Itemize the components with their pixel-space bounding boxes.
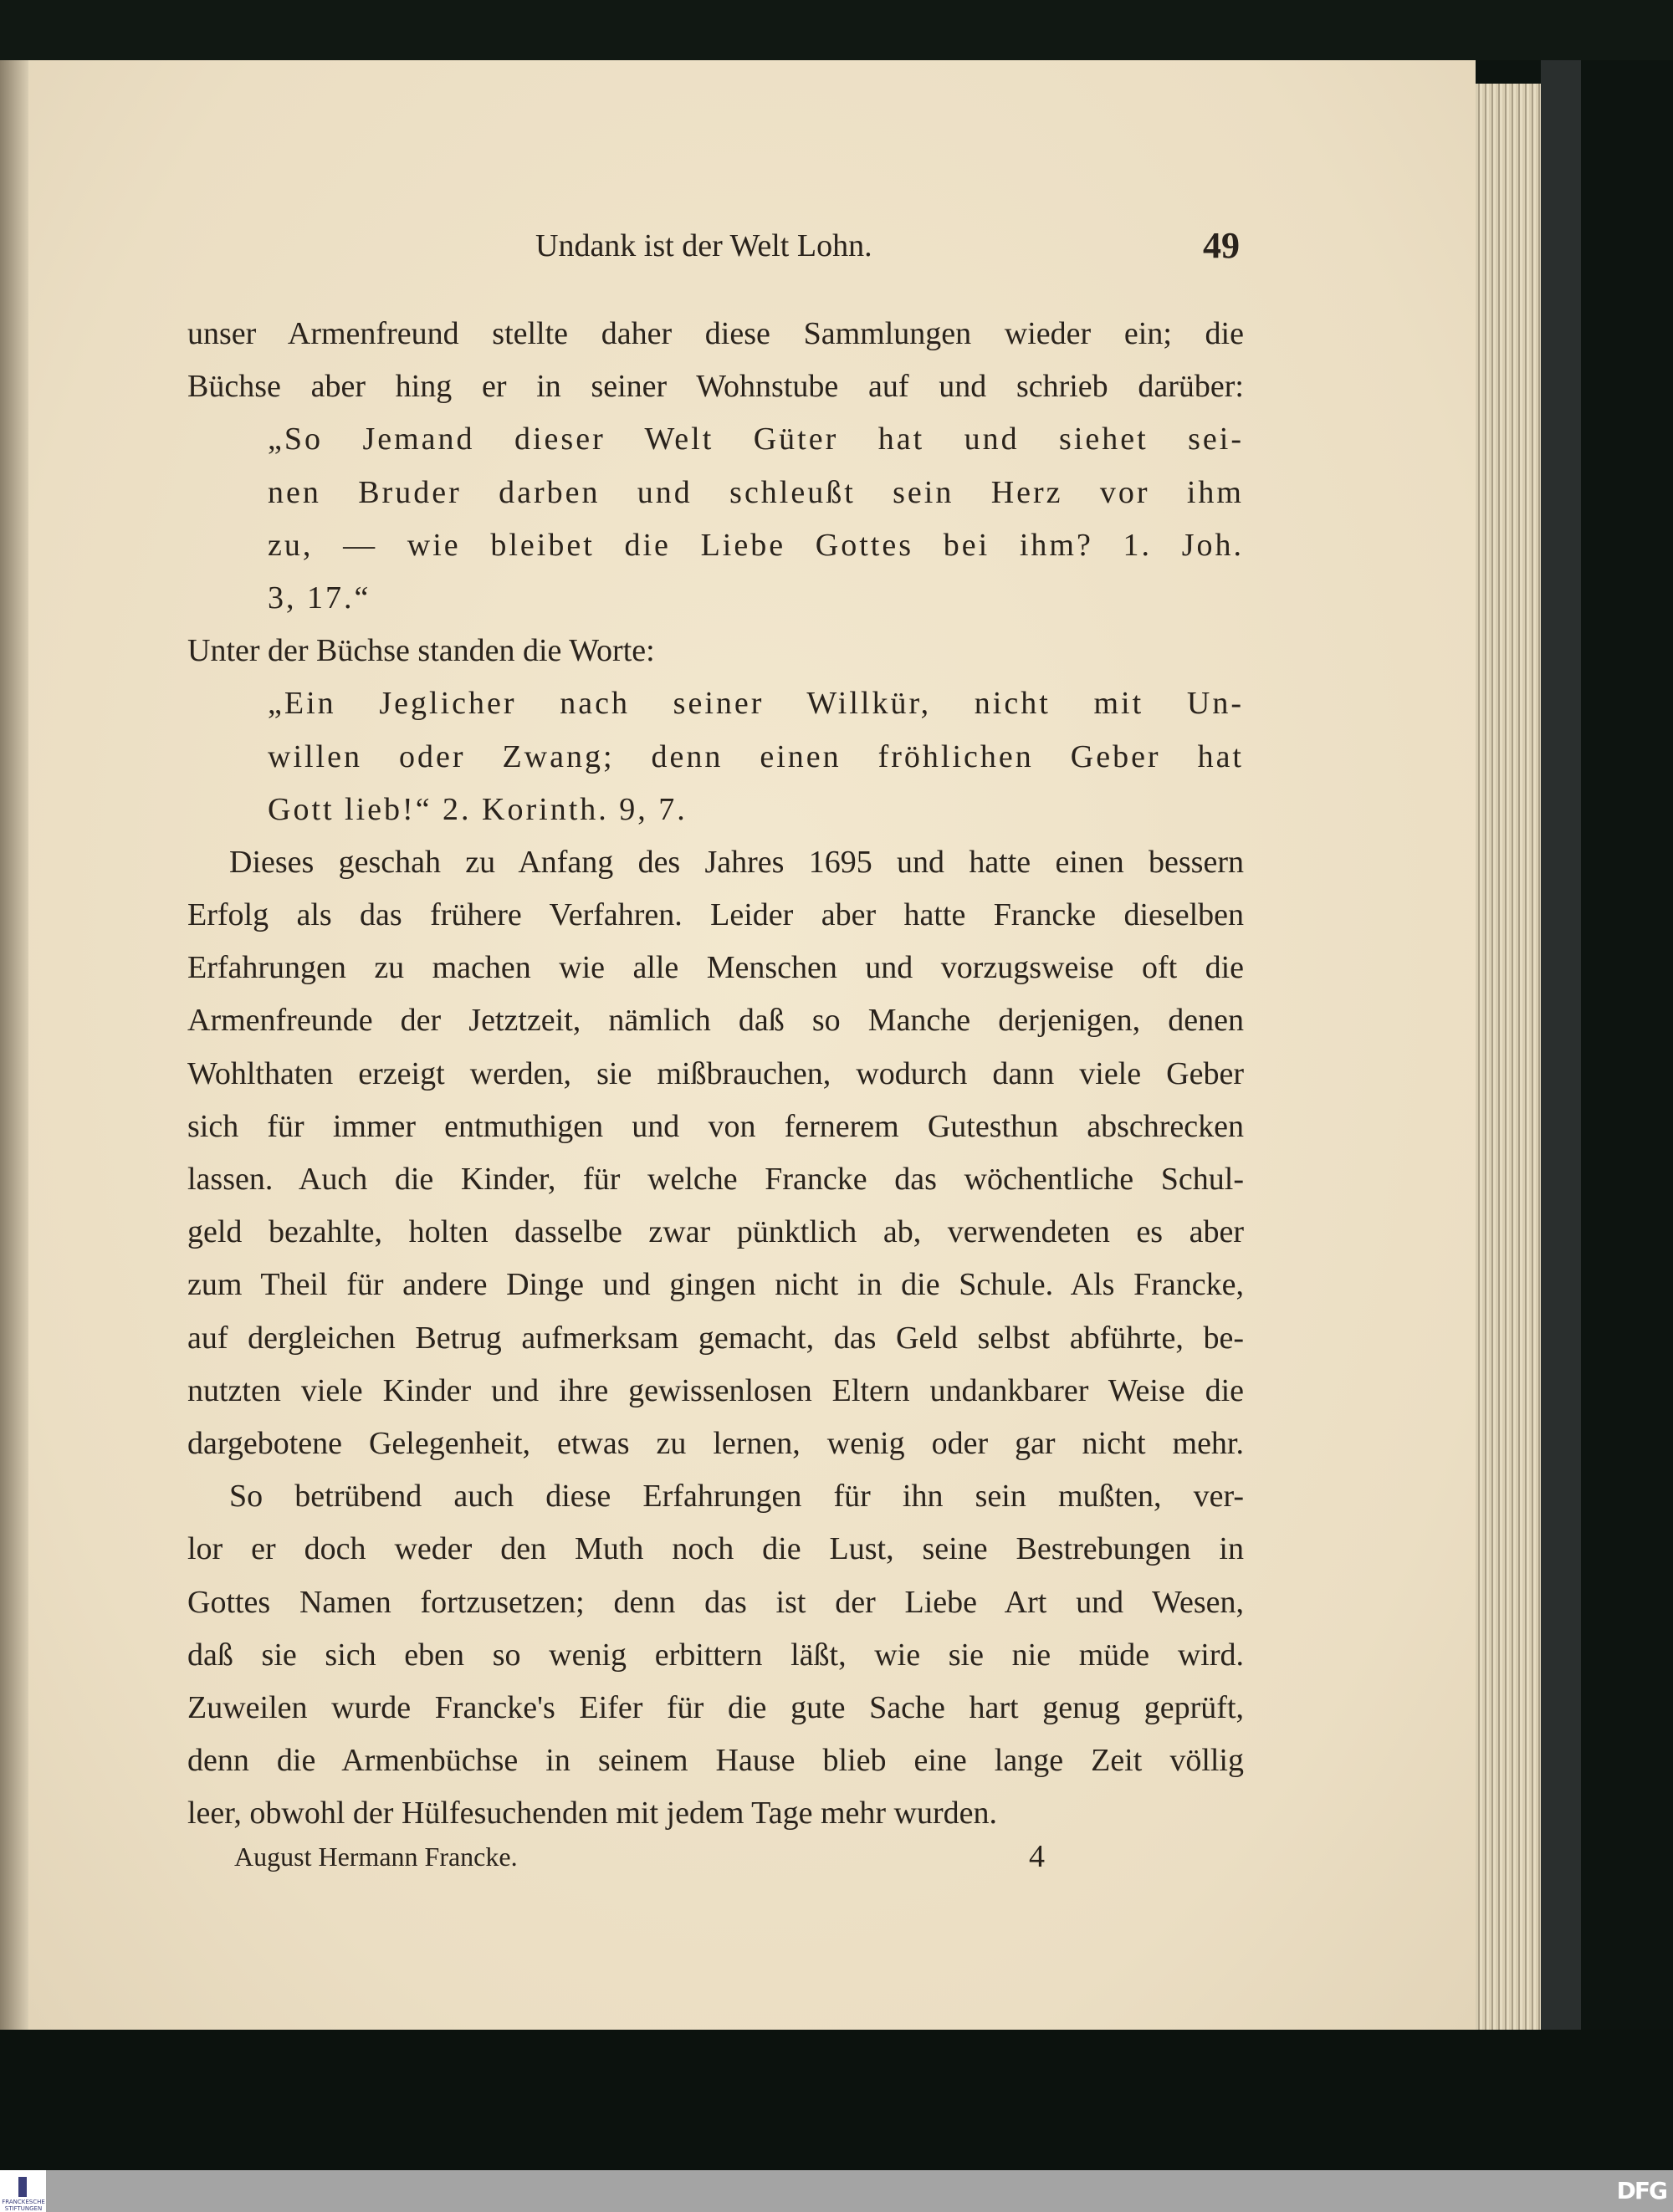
scan-background-top (0, 0, 1673, 60)
text-line: So betrübend auch diese Erfahrungen für ihn sein mußten, ver- (229, 1479, 1244, 1515)
text-line: zum Theil für andere Dinge und gingen nicht in die Schule. Als Francke, (187, 1267, 1244, 1303)
dfg-logo[interactable]: DFG (1616, 2177, 1666, 2204)
library-logo-text: FRANCKESCHE STIFTUNGEN (2, 2199, 45, 2212)
text-line: auf dergleichen Betrug aufmerksam gemacht, das Geld selbst abführte, be- (187, 1320, 1244, 1356)
scan-background-bottom (0, 2030, 1673, 2170)
facing-page-edge (0, 60, 28, 2034)
text-line: lor er doch weder den Muth noch die Lust, seine Bestrebungen in (187, 1531, 1244, 1567)
text-line: Erfolg als das frühere Verfahren. Leider aber hatte Francke dieselben (187, 897, 1244, 933)
text-line: denn die Armenbüchse in seinem Hause blieb eine lange Zeit völlig (187, 1743, 1244, 1779)
text-line: lassen. Auch die Kinder, für welche Francke das wöchentliche Schul- (187, 1162, 1244, 1197)
viewer-footer-bar (0, 2170, 1673, 2212)
text-line: Gottes Namen fortzusetzen; denn das ist der Liebe Art und Wesen, (187, 1584, 1244, 1620)
text-line: unser Armenfreund stellte daher diese Sammlungen wieder ein; die (187, 316, 1244, 351)
text-line: Unter der Büchse standen die Worte: (187, 633, 655, 669)
text-line: Wohlthaten erzeigt werden, sie mißbrauchen, wodurch dann viele Geber (187, 1055, 1244, 1091)
signature-line: August Hermann Francke. (234, 1842, 518, 1872)
text-line: sich für immer entmuthigen und von fernerem Gutesthun abschrecken (187, 1108, 1244, 1144)
text-line: dargebotene Gelegenheit, etwas zu lernen, wenig oder gar nicht mehr. (187, 1425, 1244, 1461)
quote-line: zu, — wie bleibet die Liebe Gottes bei ihm? 1. Joh. (268, 527, 1244, 563)
running-title: Undank ist der Welt Lohn. (535, 228, 872, 263)
text-line: nutzten viele Kinder und ihre gewissenlosen Eltern undankbarer Weise die (187, 1372, 1244, 1408)
text-line: leer, obwohl der Hülfesuchenden mit jedem Tage mehr wurden. (187, 1796, 998, 1831)
text-line: Zuweilen wurde Francke's Eifer für die gute Sache hart genug geprüft, (187, 1689, 1244, 1725)
quote-line: nen Bruder darben und schleußt sein Herz vor ihm (268, 474, 1244, 510)
quote-line: 3, 17.“ (268, 580, 371, 616)
quote-line: „Ein Jeglicher nach seiner Willkür, nicht mit Un- (268, 686, 1244, 722)
quote-line: Gott lieb!“ 2. Korinth. 9, 7. (268, 791, 688, 827)
text-line: geld bezahlte, holten dasselbe zwar pünktlich ab, verwendeten es aber (187, 1214, 1244, 1250)
text-line: Armenfreunde der Jetztzeit, nämlich daß so Manche derjenigen, denen (187, 1003, 1244, 1039)
quote-line: willen oder Zwang; denn einen fröhlichen Geber hat (268, 738, 1244, 774)
text-line: Dieses geschah zu Anfang des Jahres 1695 und hatte einen bessern (229, 844, 1244, 880)
text-line: daß sie sich eben so wenig erbittern läßt, wie sie nie müde wird. (187, 1637, 1244, 1673)
library-logo[interactable] (0, 2170, 46, 2212)
page-number: 49 (1203, 225, 1240, 266)
text-line: Büchse aber hing er in seiner Wohnstube auf und schrieb darüber: (187, 369, 1244, 405)
page-edges (1476, 84, 1541, 2049)
book-cover-edge (1541, 60, 1581, 2059)
library-logo-icon (18, 2177, 27, 2197)
quote-line: „So Jemand dieser Welt Güter hat und siehet sei- (268, 421, 1244, 457)
text-line: Erfahrungen zu machen wie alle Menschen und vorzugsweise oft die (187, 950, 1244, 986)
sheet-number: 4 (1029, 1839, 1045, 1874)
body-text (187, 308, 1244, 1840)
